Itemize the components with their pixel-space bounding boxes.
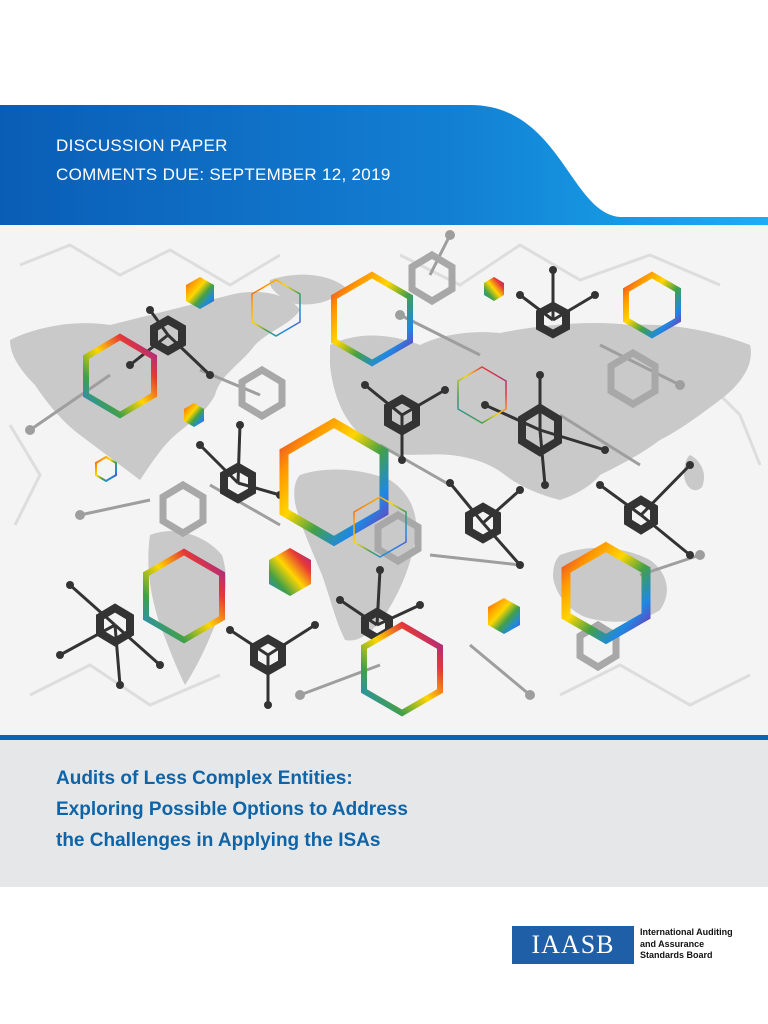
document-title-line-1: Audits of Less Complex Entities: xyxy=(56,768,353,789)
logo-name-line-1: International Auditing xyxy=(640,927,733,937)
title-band xyxy=(0,735,768,887)
logo-name-line-3: Standards Board xyxy=(640,950,713,960)
document-type-label: DISCUSSION PAPER xyxy=(56,136,228,155)
document-title-line-3: the Challenges in Applying the ISAs xyxy=(56,830,381,851)
iaasb-logo: IAASB xyxy=(512,926,634,964)
cover-illustration xyxy=(0,225,768,735)
comments-due-date: COMMENTS DUE: SEPTEMBER 12, 2019 xyxy=(56,165,391,184)
document-title-line-2: Exploring Possible Options to Address xyxy=(56,799,408,820)
iaasb-full-name xyxy=(640,927,733,962)
logo-name-line-2: and Assurance xyxy=(640,938,705,949)
